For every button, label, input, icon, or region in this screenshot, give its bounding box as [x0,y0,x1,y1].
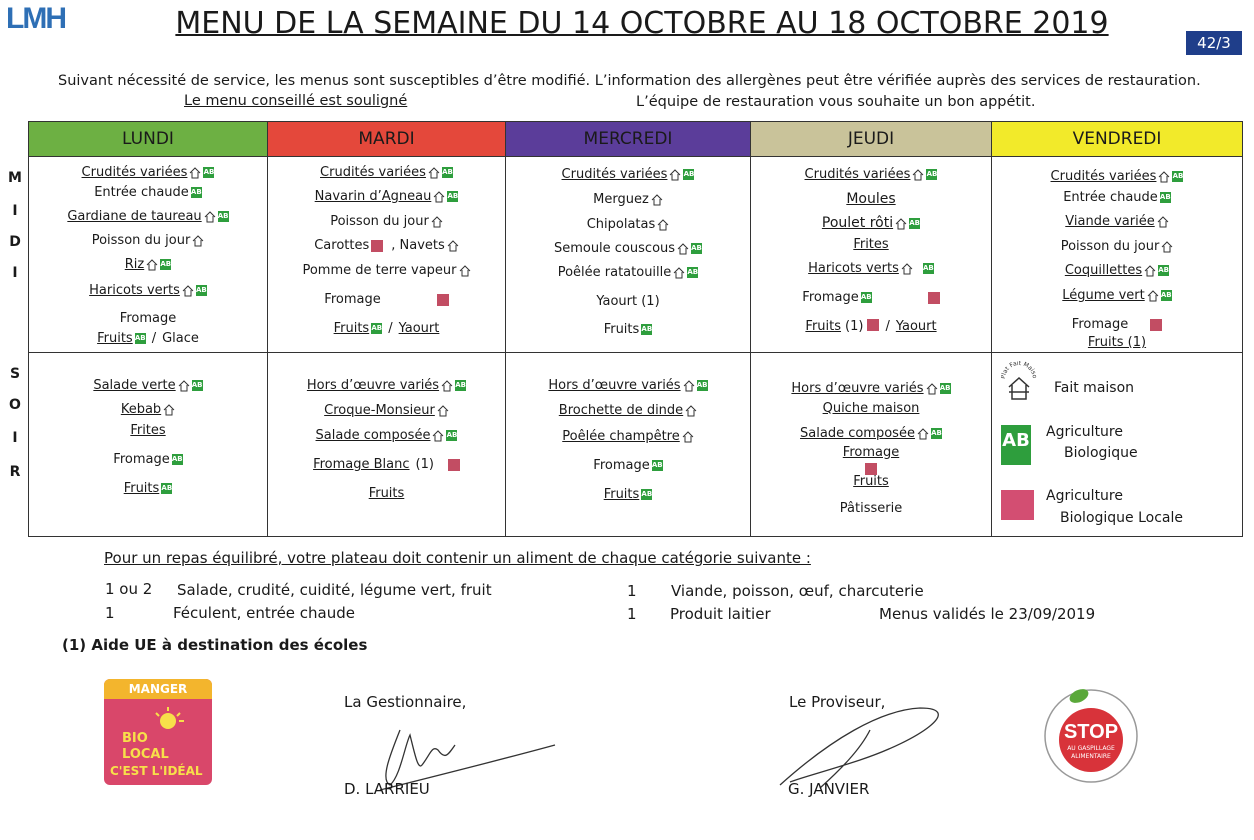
house-icon [447,240,459,252]
menu-item: Coquillettes [1064,263,1143,278]
balance-text: Viande, poisson, œuf, charcuterie [671,582,924,600]
house-icon [677,243,689,255]
menu-item: Fromage [842,445,900,460]
side-letter: S [9,366,21,382]
menu-item: Frites [853,237,889,252]
bio-icon: AB [922,264,934,272]
balance-text: Produit laitier [670,605,771,623]
menu-item: Brochette de dinde [558,403,684,418]
menu-item: Fruits (1) [1087,335,1147,350]
local-bio-icon [1150,319,1162,331]
bio-icon: AB [860,293,872,301]
local-bio-icon [867,319,879,331]
day-header: MARDI [268,122,505,157]
side-letter: O [9,397,21,413]
bio-icon: AB [696,381,708,389]
bio-icon: AB [939,384,951,392]
menu-item: Salade composée [800,426,915,441]
stop-gaspillage-logo [1039,684,1143,784]
intro-greeting: L’équipe de restauration vous souhaite un bon appétit. [636,94,1036,110]
menu-item: Fruits [853,474,889,489]
house-icon [192,235,204,247]
day-header: VENDREDI [992,122,1242,157]
side-letter: R [9,464,21,480]
house-icon [437,405,449,417]
house-icon [163,404,175,416]
menu-item: Poisson du jour [1060,239,1160,254]
side-letter: D [9,234,21,250]
bio-icon: AB [455,381,466,389]
menu-item: Hors d’œuvre variés [791,381,924,396]
balance-text: Féculent, entrée chaude [173,604,355,622]
menu-item: Yaourt (1) [596,294,660,309]
menu-item: Poisson du jour [330,214,429,229]
bio-icon: AB [691,244,702,252]
menu-note: (1) [845,319,864,334]
bio-icon: AB [683,170,695,178]
separator: / [388,321,393,336]
house-icon [651,194,663,206]
gestionnaire-title: La Gestionnaire, [344,693,467,711]
menu-item: Glace [162,331,199,346]
day-header: JEUDI [751,122,991,157]
bio-icon: AB [134,334,146,342]
stop-text: STOP [1063,721,1119,743]
badge-top: MANGER [104,679,212,699]
bio-icon: AB [909,219,920,227]
menu-item: Fromage [802,290,859,305]
menu-item: Pâtisserie [839,501,903,516]
menu-item: Fromage Blanc [313,457,410,472]
house-icon [1158,171,1170,183]
local-bio-icon [448,459,460,471]
separator: / [885,319,890,334]
local-bio-icon [928,292,940,304]
menu-item: Crudités variées [804,167,911,182]
house-icon [441,380,453,392]
day-column-lundi [29,122,268,536]
menu-item: Poulet rôti [821,215,894,231]
bio-local-badge [104,679,212,785]
bio-icon: AB [171,455,183,463]
legend-local-line2: Biologique Locale [1060,510,1184,526]
bio-icon: AB [641,490,653,498]
day-column-vendredi [992,122,1242,536]
menu-note: (1) [415,457,434,472]
side-letter: I [12,203,18,219]
bio-icon: AB [195,286,207,294]
house-icon [432,430,444,442]
side-letter: I [12,265,18,281]
menu-item: Hors d’œuvre variés [306,378,440,393]
house-icon [428,167,440,179]
menu-item: Fromage [113,452,170,467]
local-bio-icon [865,463,877,475]
house-icon [431,216,443,228]
stop-small1: AU GASPILLAGE [1067,745,1115,752]
local-bio-icon [437,294,449,306]
intro-notice: Suivant nécessité de service, les menus sont susceptibles d’être modifié. L’information des allergènes peut être vérifiée auprès des services de restauration. [58,73,1201,89]
balance-title: Pour un repas équilibré, votre plateau doit contenir un aliment de chaque catégorie suivante : [104,549,811,567]
house-icon [912,169,924,181]
menu-item: Salade composée [315,428,431,443]
house-icon [178,380,190,392]
menu-item: Pomme de terre vapeur [302,263,457,278]
house-icon [1161,241,1173,253]
bio-icon: AB [190,188,202,196]
menu-item: Chipolatas [586,217,656,232]
day-column-mercredi [506,122,751,536]
ue-note: (1) Aide UE à destination des écoles [62,636,368,654]
menu-item: Poêlée champêtre [562,429,680,444]
side-letter: I [12,430,18,446]
bio-label-icon: AB [1001,425,1031,465]
legend-local-line1: Agriculture [1046,488,1123,504]
bio-icon: AB [687,268,699,276]
bio-icon: AB [1172,172,1184,180]
menu-item: Quiche maison [822,401,920,416]
bio-icon: AB [1159,193,1171,201]
menu-item: Navarin d’Agneau [314,189,432,204]
menu-item: Kebab [120,402,162,417]
bio-icon: AB [641,325,653,333]
menu-item: Entrée chaude [1063,190,1158,205]
local-bio-icon [371,240,383,252]
menu-item: Entrée chaude [94,185,189,200]
menu-item: Crudités variées [81,165,188,180]
day-column-jeudi [751,122,992,536]
menu-item: Moules [846,191,896,207]
menu-item: Fruits [333,321,370,336]
legend-fait-maison: Fait maison [1054,380,1135,396]
house-icon [926,383,938,395]
house-icon [895,218,907,230]
menu-item: Crudités variées [320,165,426,180]
bio-icon: AB [651,461,663,469]
house-icon [917,428,929,440]
gestionnaire-name: D. LARRIEU [344,780,430,798]
bio-icon: AB [931,429,942,437]
house-icon [673,267,685,279]
menu-item: Fruits [368,486,405,501]
bio-icon: AB [447,192,459,200]
badge-line1: BIO [122,731,148,746]
menu-item: Fromage [119,311,177,326]
day-header: MERCREDI [506,122,750,157]
day-column-mardi [268,122,506,536]
separator: / [151,331,157,346]
menu-item: Poisson du jour [91,233,191,248]
fait-maison-icon [1001,361,1037,403]
menu-item: Fromage [1071,317,1129,332]
legend [992,352,1242,535]
menu-item: Fruits [97,331,133,346]
svg-text:Plat Fait Maison [1001,361,1037,379]
bio-icon: AB [217,212,229,220]
menu-item: Poêlée ratatouille [557,265,672,280]
menu-item: Riz [124,257,145,272]
bio-icon: AB [446,431,458,439]
menu-item: Yaourt [895,319,937,334]
local-bio-label-icon [1001,490,1034,520]
menu-item: Crudités variées [1050,169,1157,184]
menu-item: Haricots verts [89,283,180,298]
menu-item: , Navets [391,238,445,253]
menu-item: Viande variée [1065,214,1155,229]
house-icon [204,211,216,223]
school-logo [6,2,102,46]
proviseur-title: Le Proviseur, [789,693,886,711]
house-icon [1144,265,1156,277]
house-icon [1157,216,1169,228]
legend-ab-line1: Agriculture [1046,424,1123,440]
menu-item: Fruits [603,322,640,337]
house-icon [901,263,913,275]
menu-item: Yaourt [398,321,440,336]
proviseur-name: G. JANVIER [788,780,870,798]
menu-item: Légume vert [1062,288,1145,303]
bio-icon: AB [191,381,203,389]
bio-icon: AB [442,168,453,176]
bio-icon: AB [161,484,173,492]
logo-text: LMH [6,2,65,35]
badge-line3: C'EST L'IDÉAL [110,764,203,778]
bio-icon: AB [203,168,215,176]
menu-grid [28,121,1243,537]
menu-item: Gardiane de taureau [67,209,202,224]
house-icon [685,405,697,417]
menu-item: Fruits [123,481,160,496]
bio-icon: AB [371,324,383,332]
menu-item: Haricots verts [808,261,899,276]
house-icon [669,169,681,181]
menu-item: Carottes [314,238,370,253]
house-icon [657,219,669,231]
menu-item: Fromage [593,458,650,473]
house-icon [683,380,695,392]
stop-small2: ALIMENTAIRE [1071,753,1111,760]
balance-qty: 1 ou 2 [105,580,153,598]
page-title: MENU DE LA SEMAINE DU 14 OCTOBRE AU 18 OCTOBRE 2019 [175,6,1109,41]
house-icon [1147,290,1159,302]
menu-item: Crudités variées [561,167,668,182]
menu-item: Croque-Monsieur [324,403,435,418]
menu-item: Fruits [805,319,842,334]
bio-icon: AB [926,170,938,178]
house-icon [459,265,471,277]
menu-item: Semoule couscous [553,241,676,256]
balance-text: Salade, crudité, cuidité, légume vert, fruit [177,581,492,599]
menu-item: Merguez [593,192,649,207]
intro-recommended: Le menu conseillé est souligné [184,93,408,109]
menu-item: Hors d’œuvre variés [548,378,681,393]
badge-line2: LOCAL [122,747,169,762]
side-letter: M [8,170,22,186]
validation-date: Menus validés le 23/09/2019 [879,605,1096,623]
day-header: LUNDI [29,122,267,157]
house-icon [682,431,694,443]
balance-qty: 1 [627,605,637,623]
legend-ab-line2: Biologique [1064,445,1138,461]
menu-item: Fruits [603,487,640,502]
house-caption: lat Fait Mais [1001,361,1037,377]
house-icon [433,191,445,203]
balance-qty: 1 [105,604,115,622]
bio-icon: AB [1160,291,1172,299]
menu-item: Fromage [324,292,381,307]
balance-qty: 1 [627,582,637,600]
house-icon [189,167,201,179]
menu-item: Salade verte [93,378,176,393]
house-icon [146,259,158,271]
bio-icon: AB [1158,266,1170,274]
page-number-badge: 42/3 [1186,31,1242,55]
menu-item: Frites [130,423,166,438]
house-icon [182,285,194,297]
bio-icon: AB [160,260,172,268]
